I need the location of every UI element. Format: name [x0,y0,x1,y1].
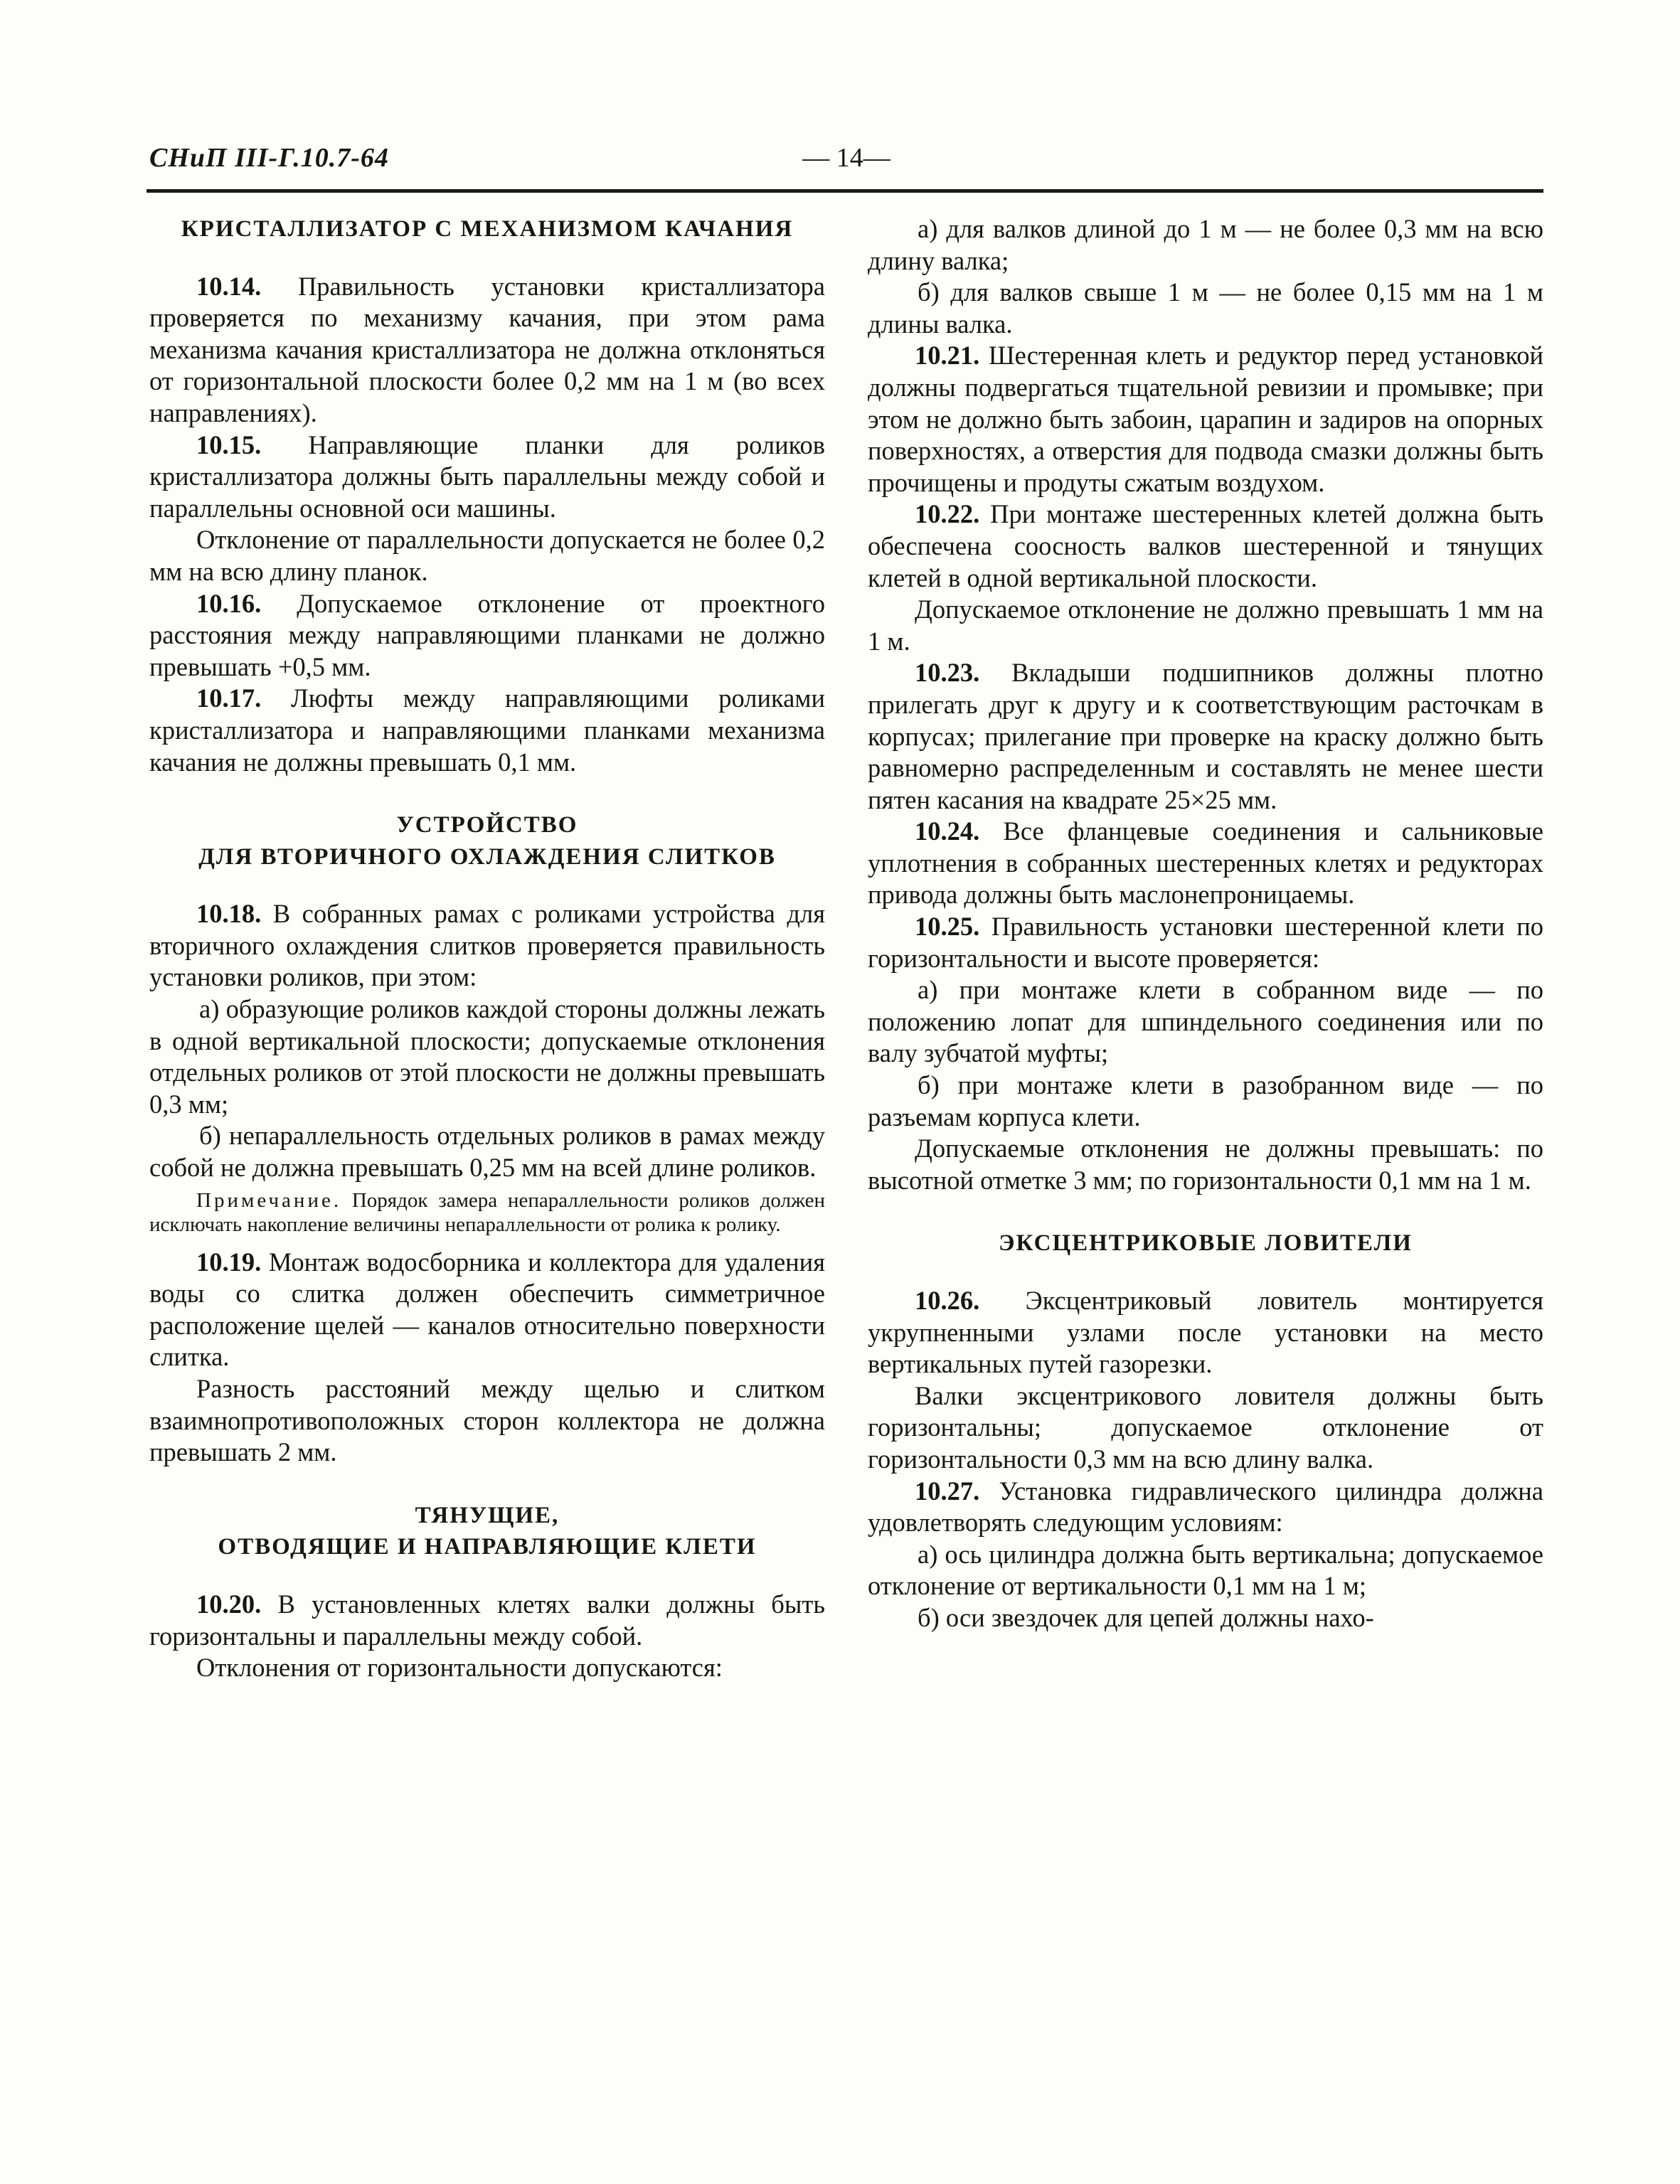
paragraph-10-14: 10.14. Правильность установки кристаллизатора проверяется по механизму качания, при этом рама механизма качания кристаллизатора не должна отклоняться от горизонтальной плоскости более 0,2 мм на 1 м (во всех направлениях). [149,271,826,427]
clause-number: 10.19. [196,1247,262,1277]
page-header [149,142,1543,185]
paragraph-10-21: 10.21. Шестеренная клеть и редуктор перед установкой должны подвергаться тщательной ревизии и промывке; при этом не должно быть забоин, царапин и задиров на опорных поверхностях, а отверстия для подвода смазки должны быть прочищены и продуты сжатым воздухом. [868,341,1543,497]
clause-number: 10.24. [915,816,980,846]
clause-number: 10.27. [915,1476,980,1506]
clause-number: 10.16. [196,588,262,618]
clause-number: 10.14. [196,271,262,301]
clause-number: 10.25. [915,912,980,942]
section-heading-stands-2: ОТВОДЯЩИЕ И НАПРАВЛЯЮЩИЕ КЛЕТИ [218,1534,757,1560]
clause-number: 10.22. [915,499,980,529]
paragraph-10-15: 10.15. Направляющие планки для роликов кристаллизатора должны быть параллельны между собой и параллельны основной оси машины. [149,430,825,523]
section-heading-stands-1: ТЯНУЩИЕ, [415,1502,560,1528]
clause-number: 10.21. [915,341,980,371]
paragraph-10-26-rolls: Валки эксцентрикового ловителя должны быть горизонтальны; допускаемое отклонение от горизонтальности 0,3 мм на всю длину валка. [868,1380,1543,1474]
paragraph-10-20-b: б) для валков свыше 1 м — не более 0,15 мм на 1 м длины валка. [868,277,1543,339]
note-label: Примечание. [196,1188,342,1212]
clause-number: 10.17. [196,683,262,713]
paragraph-10-25-b: б) при монтаже клети в разобранном виде — по разъемам корпуса клети. [868,1070,1543,1131]
paragraph-10-26: 10.26. Эксцентриковый ловитель монтируется укрупненными узлами после установки на место вертикальных путей газорезки. [868,1286,1543,1379]
paragraph-10-20: 10.20. В установленных клетях валки должны быть горизонтальны и параллельны между собой. [149,1589,826,1651]
paragraph-10-19-difference: Разность расстояний между щелью и слитком взаимнопротивоположных сторон коллектора не должна превышать 2 мм. [149,1374,825,1467]
paragraph-10-25-a: а) при монтаже клети в собранном виде — по положению лопат для шпиндельного соединения или по валу зубчатой муфты; [868,975,1543,1068]
note-text: Порядок замера непараллельности роликов должен исключать накопление величины непараллельности от ролика к ролику. [149,1188,825,1236]
clause-number: 10.26. [915,1286,980,1315]
section-heading-crystallizer: КРИСТАЛЛИЗАТОР С МЕХАНИЗМОМ КАЧАНИЯ [181,216,794,242]
paragraph-10-20-deviation: Отклонения от горизонтальности допускаются: [196,1653,723,1683]
paragraph-10-24: 10.24. Все фланцевые соединения и сальниковые уплотнения в собранных шестеренных клетях и редукторах привода должны быть маслонепроницаемы. [868,816,1543,910]
paragraph-10-22-deviation: Допускаемое отклонение не должно превышать 1 мм на 1 м. [868,595,1543,656]
paragraph-10-16: 10.16. Допускаемое отклонение от проектного расстояния между направляющими планками не должно превышать +0,5 мм. [149,588,825,681]
section-heading-secondary-cooling-2: ДЛЯ ВТОРИЧНОГО ОХЛАЖДЕНИЯ СЛИТКОВ [198,843,776,870]
paragraph-10-18-b: б) непараллельность отдельных роликов в рамах между собой не должна превышать 0,25 мм на всей длине роликов. [149,1121,825,1183]
paragraph-10-19: 10.19. Монтаж водосборника и коллектора для удаления воды со слитка должен обеспечить симметричное расположение щелей — каналов относительно поверхности слитка. [149,1247,826,1372]
clause-number: 10.15. [196,430,262,459]
paragraph-10-18-a: а) образующие роликов каждой стороны должны лежать в одной вертикальной плоскости; допускаемые отклонения отдельных роликов от этой плоскости не должны превышать 0,3 мм; [149,994,825,1119]
section-heading-secondary-cooling-1: УСТРОЙСТВО [396,812,578,838]
paragraph-10-22: 10.22. При монтаже шестеренных клетей должна быть обеспечена соосность валков шестеренной и тянущих клетей в одной вертикальной плоскости. [868,499,1543,592]
paragraph-10-20-a: а) для валков длиной до 1 м — не более 0,3 мм на всю длину валка; [868,214,1543,275]
section-heading-eccentric-catchers: ЭКСЦЕНТРИКОВЫЕ ЛОВИТЕЛИ [999,1230,1413,1257]
page-number: — 14— [802,143,890,173]
clause-number: 10.20. [196,1589,262,1619]
right-column [868,213,1543,1634]
clause-number: 10.18. [196,899,262,929]
paragraph-10-25-deviation: Допускаемые отклонения не должны превышать: по высотной отметке 3 мм; по горизонтальности 0,1 мм на 1 м. [868,1134,1543,1195]
left-column [149,213,825,1684]
paragraph-10-17: 10.17. Люфты между направляющими роликами кристаллизатора и направляющими планками механизма качания не должны превышать 0,1 мм. [149,683,825,777]
clause-number: 10.23. [915,658,980,688]
document-code: СНиП III-Г.10.7-64 [149,143,389,173]
paragraph-10-25: 10.25. Правильность установки шестеренной клети по горизонтальности и высоте проверяется: [868,912,1543,973]
header-rule [147,189,1543,193]
paragraph-10-27: 10.27. Установка гидравлического цилиндра должна удовлетворять следующим условиям: [868,1476,1544,1538]
paragraph-10-27-a: а) ось цилиндра должна быть вертикальна; допускаемое отклонение от вертикальности 0,1 мм на 1 м; [868,1539,1543,1601]
paragraph-10-23: 10.23. Вкладыши подшипников должны плотно прилегать друг к другу и к соответствующим расточкам в корпусах; прилегание при проверке на краску должно быть равномерно распределенным и составлять не менее шести пятен касания на квадрате 25×25 мм. [868,658,1543,814]
paragraph-10-15-deviation: Отклонение от параллельности допускается не более 0,2 мм на всю длину планок. [149,525,825,586]
note [149,1188,825,1237]
paragraph-10-27-b: б) оси звездочек для цепей должны нахо- [918,1602,1374,1632]
paragraph-10-18: 10.18. В собранных рамах с роликами устройства для вторичного охлаждения слитков проверяется правильность установки роликов, при этом: [149,899,825,992]
